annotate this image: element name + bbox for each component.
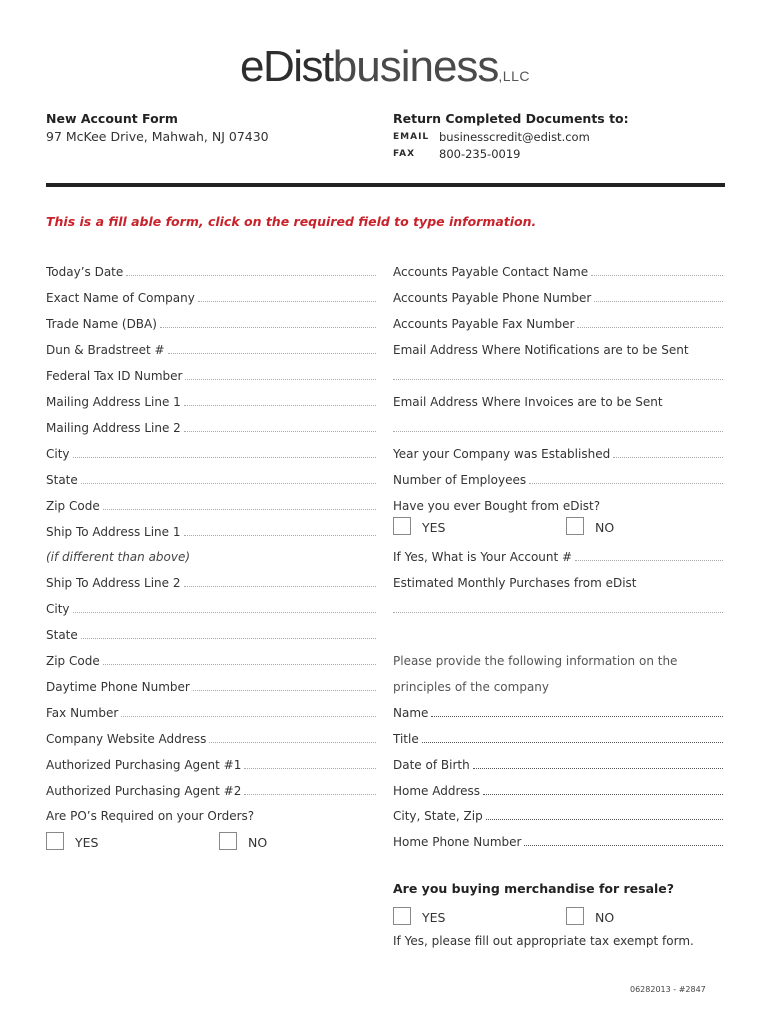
field-ship-address-2[interactable]: Ship To Address Line 2 (46, 572, 376, 590)
field-company-name[interactable]: Exact Name of Company (46, 287, 376, 305)
principals-intro-1: Please provide the following information on the (393, 654, 678, 668)
form-title: New Account Form (46, 111, 178, 126)
field-ap-contact-name[interactable]: Accounts Payable Contact Name (393, 261, 723, 279)
field-notification-email[interactable] (393, 365, 723, 383)
field-website[interactable]: Company Website Address (46, 728, 376, 746)
field-principal-dob[interactable]: Date of Birth (393, 754, 723, 772)
header-divider (46, 183, 725, 187)
field-ship-address-1[interactable]: Ship To Address Line 1 (46, 521, 376, 539)
email-value: businesscredit@edist.com (439, 130, 590, 144)
return-info (393, 111, 629, 161)
invoice-email-label: Email Address Where Invoices are to be Sent (393, 395, 663, 409)
field-year-established[interactable]: Year your Company was Established (393, 443, 723, 461)
fax-key: FAX (393, 149, 416, 159)
field-daytime-phone[interactable]: Daytime Phone Number (46, 676, 376, 694)
field-city[interactable]: City (46, 443, 376, 461)
field-ship-zip-code[interactable]: Zip Code (46, 650, 376, 668)
po-no-label: NO (248, 835, 268, 850)
field-mailing-address-2[interactable]: Mailing Address Line 2 (46, 417, 376, 435)
field-mailing-address-1[interactable]: Mailing Address Line 1 (46, 391, 376, 409)
bought-yes-label: YES (422, 520, 446, 535)
email-key: EMAIL (393, 132, 430, 142)
resale-question: Are you buying merchandise for resale? (393, 881, 675, 896)
resale-no-checkbox[interactable] (566, 907, 584, 925)
field-account-number[interactable]: If Yes, What is Your Account # (393, 546, 723, 564)
bought-yes-checkbox[interactable] (393, 517, 411, 535)
field-state[interactable]: State (46, 469, 376, 487)
field-ship-state[interactable]: State (46, 624, 376, 642)
resale-yes-label: YES (422, 910, 446, 925)
field-principal-home-address[interactable]: Home Address (393, 780, 723, 798)
fillable-notice: This is a fill able form, click on the required field to type information. (46, 214, 537, 229)
field-principal-title[interactable]: Title (393, 728, 723, 746)
field-principal-city-state-zip[interactable]: City, State, Zip (393, 805, 723, 823)
field-purchasing-agent-2[interactable]: Authorized Purchasing Agent #2 (46, 780, 376, 798)
field-todays-date[interactable]: Today’s Date (46, 261, 376, 279)
form-header-left (46, 111, 269, 144)
field-principal-home-phone[interactable]: Home Phone Number (393, 831, 723, 849)
edist-logo: eDistbusiness,LLC (240, 42, 530, 91)
field-invoice-email[interactable] (393, 417, 723, 435)
resale-no-label: NO (595, 910, 615, 925)
field-federal-tax-id[interactable]: Federal Tax ID Number (46, 365, 376, 383)
field-employees[interactable]: Number of Employees (393, 469, 723, 487)
field-trade-name[interactable]: Trade Name (DBA) (46, 313, 376, 331)
field-dun-bradstreet[interactable]: Dun & Bradstreet # (46, 339, 376, 357)
notification-email-label: Email Address Where Notifications are to be Sent (393, 343, 689, 357)
form-code: 06282013 - #2847 (630, 985, 706, 994)
field-principal-name[interactable]: Name (393, 702, 723, 720)
field-ap-fax[interactable]: Accounts Payable Fax Number (393, 313, 723, 331)
field-purchasing-agent-1[interactable]: Authorized Purchasing Agent #1 (46, 754, 376, 772)
po-yes-label: YES (75, 835, 99, 850)
po-no-checkbox[interactable] (219, 832, 237, 850)
field-ship-city[interactable]: City (46, 598, 376, 616)
field-fax-number[interactable]: Fax Number (46, 702, 376, 720)
company-address: 97 McKee Drive, Mahwah, NJ 07430 (46, 129, 269, 144)
bought-no-label: NO (595, 520, 615, 535)
tax-exempt-note: If Yes, please fill out appropriate tax exempt form. (393, 934, 694, 948)
principals-intro-2: principles of the company (393, 680, 550, 694)
field-zip-code[interactable]: Zip Code (46, 495, 376, 513)
monthly-purchases-label: Estimated Monthly Purchases from eDist (393, 576, 637, 590)
po-required-question: Are PO’s Required on your Orders? (46, 809, 255, 823)
bought-no-checkbox[interactable] (566, 517, 584, 535)
resale-yes-checkbox[interactable] (393, 907, 411, 925)
return-title: Return Completed Documents to: (393, 111, 629, 126)
bought-before-question: Have you ever Bought from eDist? (393, 499, 601, 513)
fax-value: 800-235-0019 (439, 147, 521, 161)
po-yes-checkbox[interactable] (46, 832, 64, 850)
field-monthly-purchases[interactable] (393, 598, 723, 616)
field-ap-phone[interactable]: Accounts Payable Phone Number (393, 287, 723, 305)
ship-address-note: (if different than above) (46, 550, 191, 564)
